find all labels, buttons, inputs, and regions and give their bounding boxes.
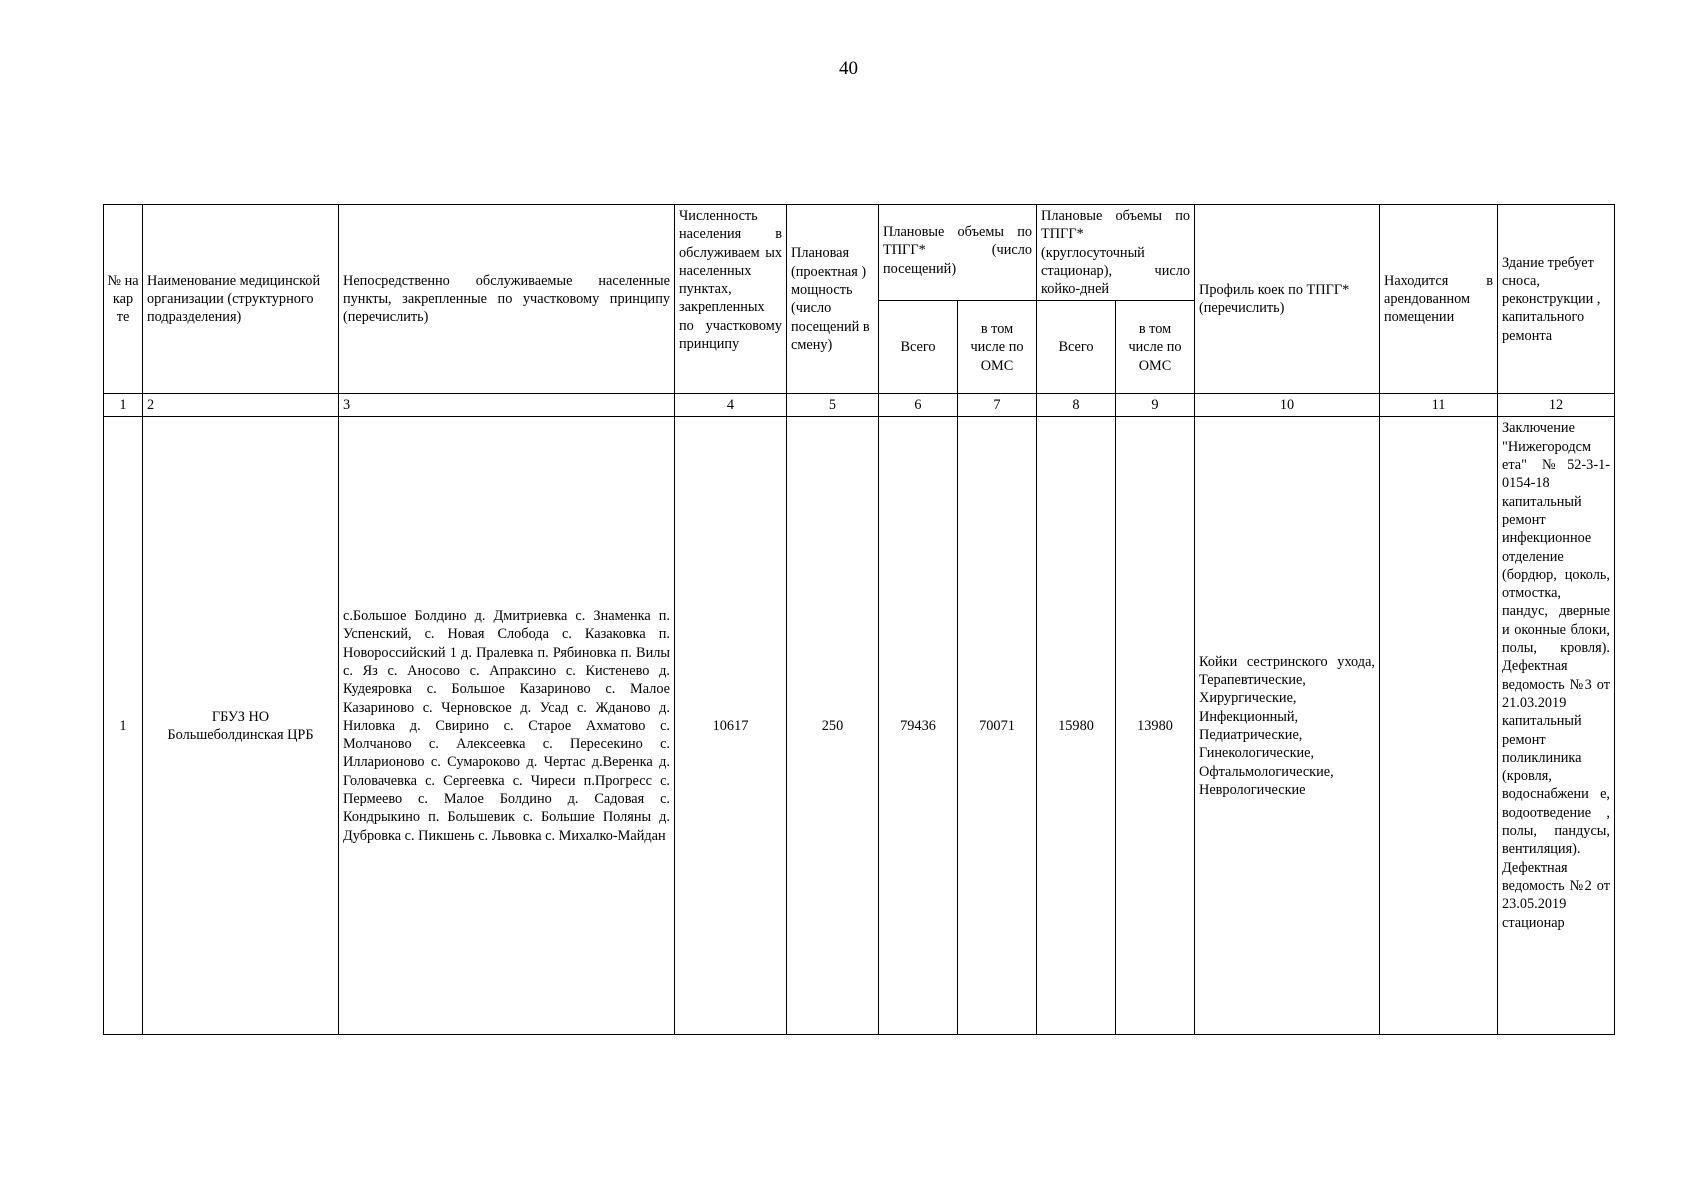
column-number: 5 (787, 394, 879, 417)
beddays-total-value: 15980 (1037, 417, 1116, 1035)
header-group-beddays: Плановые объемы по ТПГГ* (круглосуточный стационар), число койко-дней (1037, 205, 1195, 301)
header-col-beddays-total: Всего (1037, 301, 1116, 394)
column-number: 12 (1498, 394, 1615, 417)
header-col-rented: Находится в арендованном помещении (1380, 205, 1498, 394)
column-number: 2 (143, 394, 339, 417)
header-group-visits: Плановые объемы по ТПГГ* (число посещений) (879, 205, 1037, 301)
bed-profiles-list: Койки сестринского ухода, Терапевтические, Хирургические, Инфекционный, Педиатрические, Гинекологические, Офтальмологические, Неврологические (1195, 417, 1380, 1035)
population-value: 10617 (675, 417, 787, 1035)
header-col-building-state: Здание требует сноса, реконструкции , капитального ремонта (1498, 205, 1615, 394)
header-col-population: Численность населения в обслуживаем ых населенных пунктах, закрепленных по участковому принципу (675, 205, 787, 394)
header-col-visits-oms: в том числе по ОМС (958, 301, 1037, 394)
header-col-bed-profiles: Профиль коек по ТПГГ* (перечислить) (1195, 205, 1380, 394)
column-number-row (104, 394, 1615, 417)
organization-name: ГБУЗ НО Большеболдинская ЦРБ (143, 417, 339, 1035)
header-col-number: № на кар те (104, 205, 143, 394)
header-col-organization: Наименование медицинской организации (структурного подразделения) (143, 205, 339, 394)
header-row-1 (104, 205, 1615, 301)
visits-total-value: 79436 (879, 417, 958, 1035)
facilities-table (103, 204, 1615, 1035)
visits-oms-value: 70071 (958, 417, 1037, 1035)
page-number: 40 (839, 58, 858, 79)
column-number: 8 (1037, 394, 1116, 417)
building-state-text: Заключение "Нижегородсм ета" №52-3-1-0154-18 капитальный ремонт инфекционное отделение (бордюр, цоколь, отмостка, пандус, дверные и оконные блоки, полы, кровля). Дефектная ведомость №3 от 21.03.2019 капитальный ремонт поликлиника (кровля, водоснабжени е, водоотведение , полы, пандусы, вентиляция). Дефектная ведомость №2 от 23.05.2019 стационар (1498, 417, 1615, 1035)
column-number: 4 (675, 394, 787, 417)
column-number: 11 (1380, 394, 1498, 417)
header-col-settlements: Непосредственно обслуживаемые населенные пункты, закрепленные по участковому принципу (перечислить) (339, 205, 675, 394)
column-number: 6 (879, 394, 958, 417)
row-number: 1 (104, 417, 143, 1035)
capacity-value: 250 (787, 417, 879, 1035)
column-number: 7 (958, 394, 1037, 417)
header-col-visits-total: Всего (879, 301, 958, 394)
header-col-capacity: Плановая (проектная ) мощность (число посещений в смену) (787, 205, 879, 394)
column-number: 1 (104, 394, 143, 417)
table-row (104, 417, 1615, 1035)
beddays-oms-value: 13980 (1116, 417, 1195, 1035)
header-col-beddays-oms: в том числе по ОМС (1116, 301, 1195, 394)
column-number: 9 (1116, 394, 1195, 417)
settlements-list: с.Большое Болдино д. Дмитриевка с. Знаменка п. Успенский, с. Новая Слобода с. Казаковка п. Новороссийский 1 д. Пралевка п. Рябиновка п. Вилы с. Яз с. Аносово с. Апраксино с. Кистенево д. Кудеяровка с. Большое Казариново с. Малое Казариново с. Черновское д. Усад с. Жданово д. Ниловка д. Свирино с. Старое Ахматово с. Молчаново с. Алексеевка с. Пересекино с. Илларионово с. Сумароково д. Чертас д.Веренка д. Головачевка с. Сергеевка с. Чиреси п.Прогресс с. Пермеево с. Малое Болдино д. Садовая с. Кондрыкино п. Большевик с. Большие Поляны д. Дубровка с. Пикшень с. Львовка с. Михалко-Майдан (339, 417, 675, 1035)
rented-value (1380, 417, 1498, 1035)
column-number: 3 (339, 394, 675, 417)
column-number: 10 (1195, 394, 1380, 417)
